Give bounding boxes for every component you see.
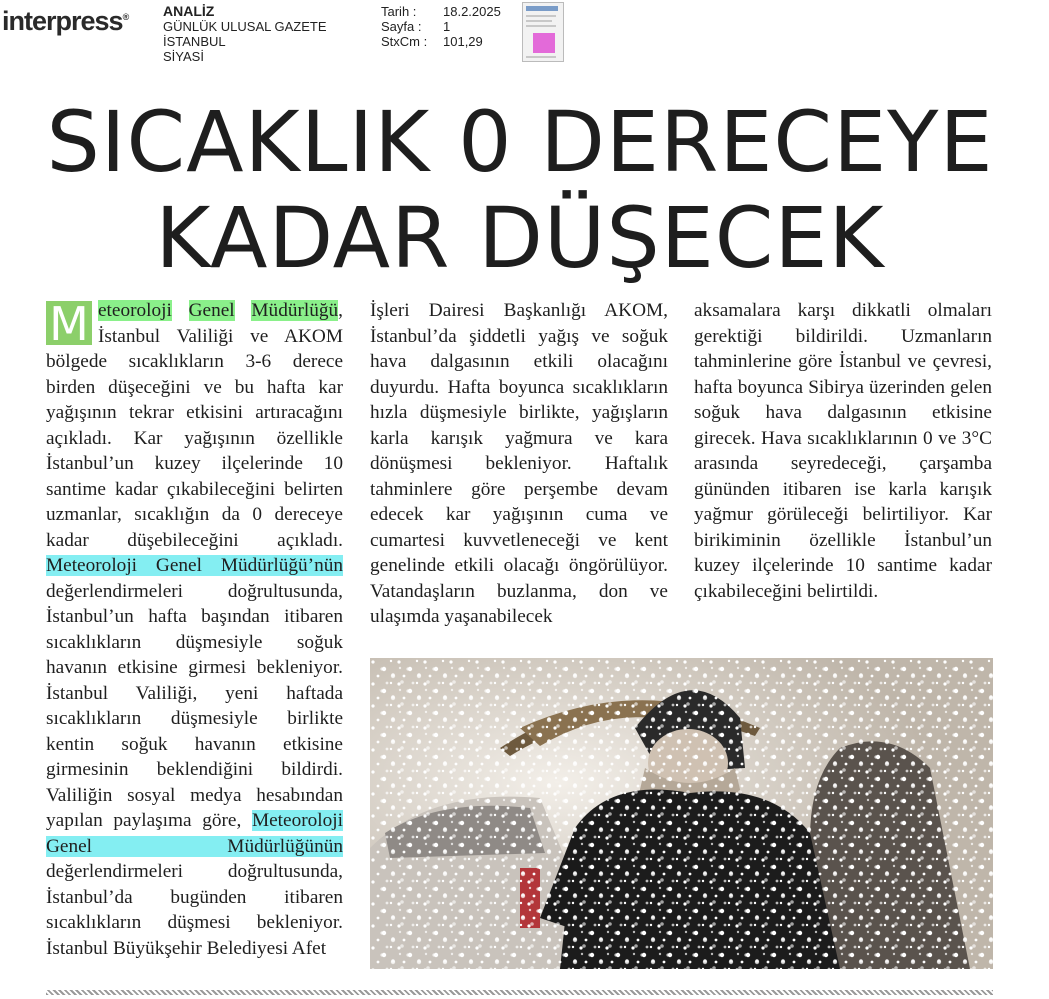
page-bottom-rule: [46, 990, 993, 995]
logo-registered-mark: ®: [122, 12, 130, 22]
highlight-keyword: Meteoroloji Genel Müdürlüğü’nün: [46, 555, 343, 576]
date-label: Tarih :: [381, 4, 417, 19]
publication-category: SİYASİ: [163, 49, 204, 64]
clipping-meta: [381, 4, 501, 49]
publication-name: ANALİZ: [163, 3, 215, 19]
headline-line-2: KADAR DÜŞECEK: [155, 189, 885, 287]
article-text: , İstanbul Valiliği ve AKOM bölgede sıcaklıkların 3-6 derece birden düşeceğini ve bu hafta kar yağışının tekrar etkisini artıracağını açıkladı. Kar yağışının özellikle İstanbul’un kuzey ilçelerinde 10 santime kadar çıkabileceğini belirten uzmanlar, sıcaklığın da 0 dereceye kadar düşebileceğini açıkladı.: [46, 300, 343, 551]
page-value: 1: [443, 19, 451, 34]
thumbnail-article-highlight: [533, 33, 555, 53]
highlight-keyword: Meteoroloji Genel Müdürlüğünün: [46, 810, 343, 857]
headline-line-1: SICAKLIK 0 DERECEYE: [46, 93, 994, 191]
thumbnail-line: [526, 20, 552, 22]
article-column-3: aksamalara karşı dikkatli olmaları gerektiği bildirildi. Uzmanların tahminlerine göre İstanbul ve çevresi, hafta boyunca Sibirya üzerinden gelen soğuk hava dalgasının etkisine girecek. Hava sıcaklıklarının 0 ve 3°C arasında seyredeceği, çarşamba gününden itibaren ise karla karışık yağmur görüleceği belirtiliyor. Kar birikiminin özellikle İstanbul’un kuzey ilçelerinde 10 santime kadar çıkabileceğini belirtildi.: [694, 300, 992, 602]
highlight-keyword: Genel: [188, 300, 235, 321]
article-column-1: [46, 298, 343, 961]
article-column-2: İşleri Dairesi Başkanlığı AKOM, İstanbul’da şiddetli yağış ve soğuk hava dalgasının etkili olacağını duyurdu. Hafta boyunca sıcaklıkların hızla düşmesiyle birlikte, yağışların karla karışık yağmura ve kara dönüşmesi bekleniyor. Haftalık tahminlere göre perşembe devam edecek kar yağışının cuma ve cumartesi kuvvetleneceği ve kent genelinde etkili olacağı öngörülüyor. Vatandaşların buzlanma, don ve ulaşımda yaşanabilecek: [370, 300, 668, 627]
stxcm-value: 101,29: [443, 34, 483, 49]
stxcm-label: StxCm :: [381, 34, 428, 49]
thumbnail-line: [526, 56, 556, 58]
thumbnail-line: [526, 15, 556, 17]
snowfall-photo: [370, 658, 993, 969]
page-thumbnail[interactable]: [522, 2, 564, 62]
logo-text: interpress: [2, 6, 123, 36]
article-text: değerlendirmeleri doğrultusunda, İstanbul’un hafta başından itibaren sıcaklıkların düşmesiyle soğuk havanın etkisine girmesi bekleniyor. İstanbul Valiliği, yeni haftada sıcaklıkların düşmesiyle birlikte kentin soğuk havanın etkisine girmesinin beklendiğini bildirdi. Valiliğin sosyal medya hesabından yapılan paylaşıma göre,: [46, 580, 343, 831]
publication-info: [163, 4, 327, 64]
snowfall-photo-illustration: [370, 658, 993, 969]
publication-city: İSTANBUL: [163, 34, 226, 49]
highlight-keyword: eteoroloji: [98, 300, 172, 321]
page-label: Sayfa :: [381, 19, 422, 34]
thumbnail-masthead: [526, 6, 558, 11]
article-text: değerlendirmeleri doğrultusunda, İstanbul’da bugünden itibaren sıcaklıkların düşmesi bekleniyor. İstanbul Büyükşehir Belediyesi Afet: [46, 861, 343, 959]
date-value: 18.2.2025: [443, 4, 501, 19]
drop-cap: M: [46, 301, 92, 345]
interpress-logo: [2, 6, 129, 37]
thumbnail-line: [526, 25, 556, 27]
article-headline: [0, 94, 1040, 286]
publication-frequency: GÜNLÜK ULUSAL GAZETE: [163, 19, 327, 34]
highlight-keyword: Müdürlüğü: [251, 300, 339, 321]
